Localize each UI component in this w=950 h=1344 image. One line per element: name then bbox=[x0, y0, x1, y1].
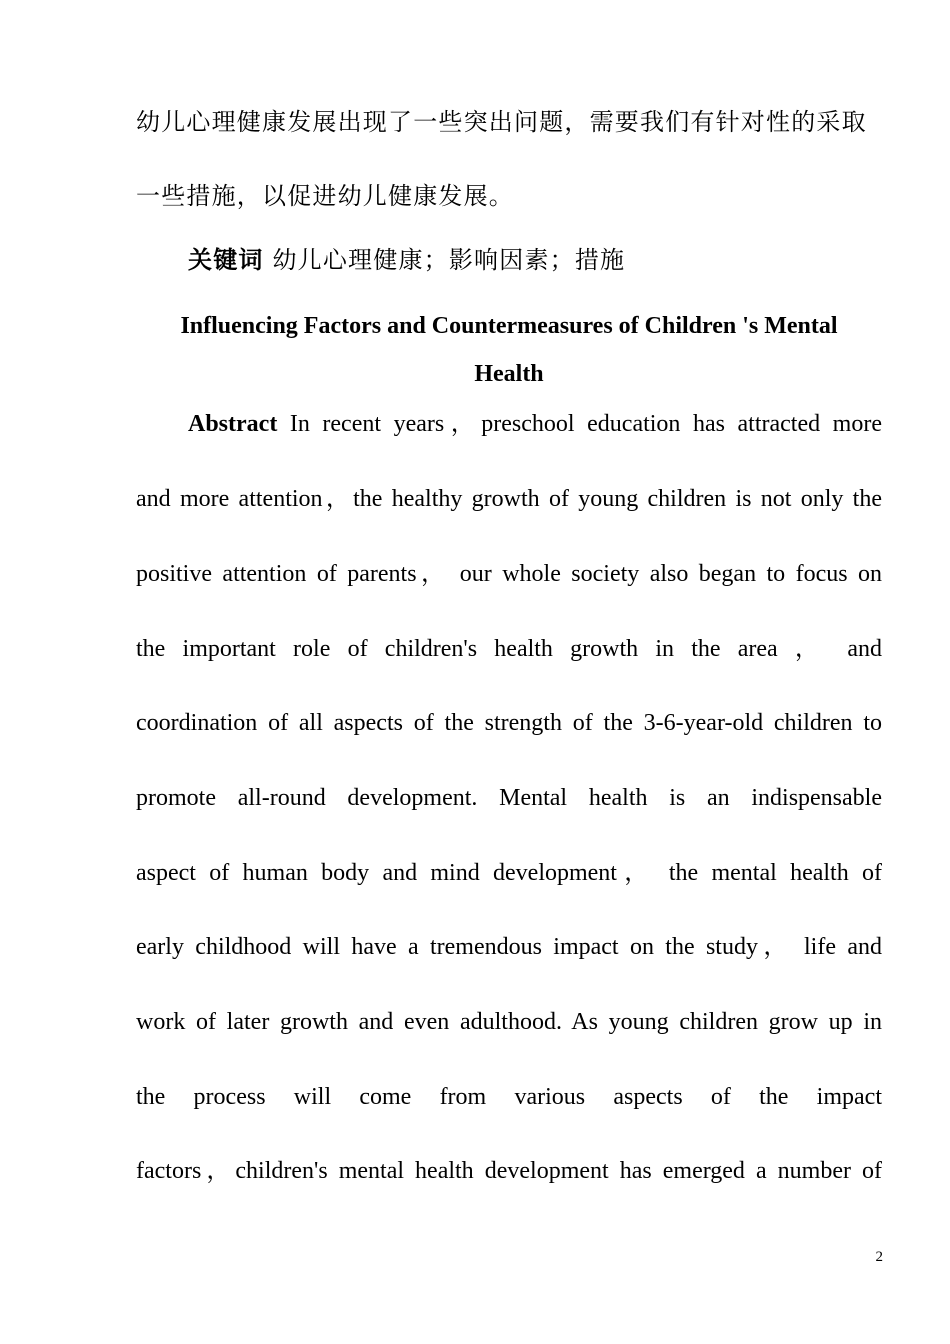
english-abstract-line: coordination of all aspects of the strength of the 3-6-year-old children to bbox=[136, 710, 882, 736]
english-abstract-line bbox=[188, 409, 882, 439]
english-abstract-line: work of later growth and even adulthood. As young children grow up in bbox=[136, 1009, 882, 1035]
english-abstract-line: factors，children's mental health development has emerged a number of bbox=[136, 1158, 882, 1184]
keywords-line bbox=[188, 245, 934, 275]
keywords-text: 幼儿心理健康；影响因素；措施 bbox=[272, 246, 626, 274]
english-abstract-line: the important role of children's health growth in the area ， and bbox=[136, 636, 882, 662]
page-number: 2 bbox=[875, 1249, 883, 1265]
chinese-abstract-line: 幼儿心理健康发展出现了一些突出问题，需要我们有针对性的采取 bbox=[136, 108, 867, 136]
english-abstract-line: positive attention of parents， our whole society also began to focus on bbox=[136, 561, 882, 587]
english-abstract-line: promote all-round development. Mental health is an indispensable bbox=[136, 785, 882, 811]
english-abstract-line: early childhood will have a tremendous impact on the study， life and bbox=[136, 934, 882, 960]
english-title-line-2: Health bbox=[474, 361, 544, 387]
english-abstract-line: aspect of human body and mind development， the mental health of bbox=[136, 860, 882, 886]
abstract-label: Abstract bbox=[188, 411, 278, 437]
english-title-line-1: Influencing Factors and Countermeasures of Children 's Mental bbox=[180, 313, 838, 339]
english-abstract-line: the process will come from various aspects of the impact bbox=[136, 1084, 882, 1110]
english-abstract-line: and more attention，the healthy growth of young children is not only the bbox=[136, 486, 882, 512]
abstract-line-text: In recent years，preschool education has attracted more bbox=[289, 411, 882, 437]
chinese-abstract-line: 一些措施，以促进幼儿健康发展。 bbox=[136, 182, 514, 210]
keywords-label: 关键词 bbox=[188, 246, 264, 274]
